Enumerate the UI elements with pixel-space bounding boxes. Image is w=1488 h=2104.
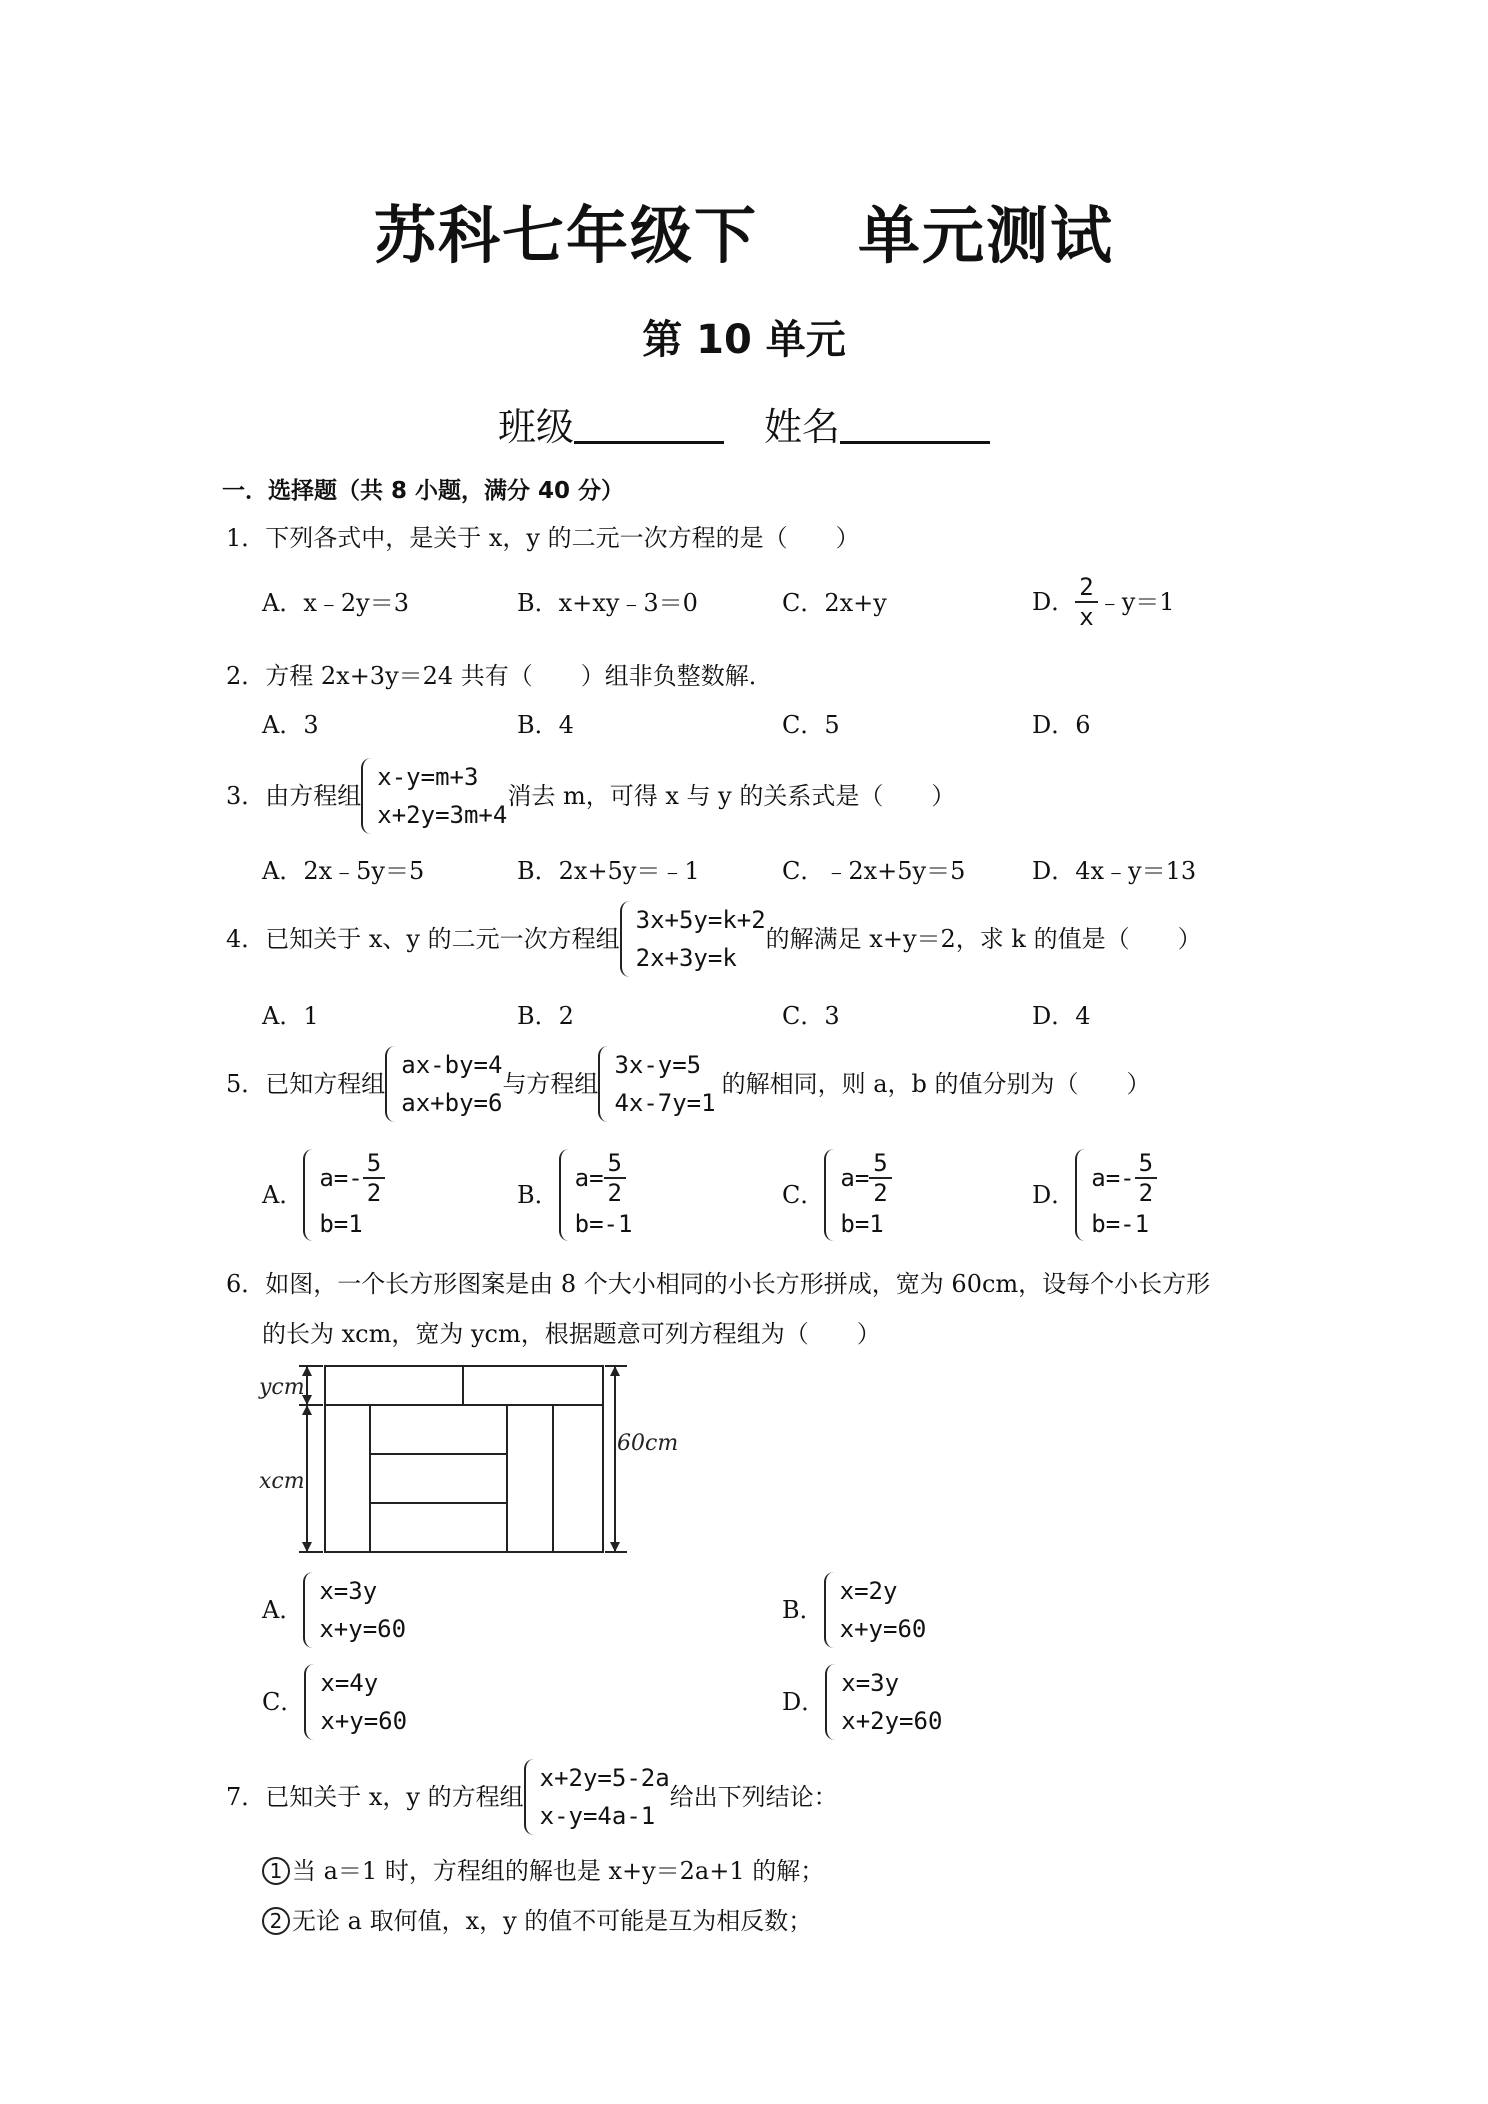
section-heading: 一．选择题（共 8 小题，满分 40 分） [222,478,625,504]
q7-conclusion-1: 1 当 a＝1 时，方程组的解也是 x+y＝2a+1 的解； [262,1855,824,1887]
name-blank[interactable] [840,408,990,444]
q1-option-b[interactable]: B．x+xy﹣3＝0 [517,589,698,617]
q3-system: x-y=m+3 x+2y=3m+4 [361,758,507,834]
q5-option-c[interactable]: C． a= $\frac{5}{2}$ b=1 [782,1140,892,1250]
fraction-5-over-2: $\frac{5}{2}$ [869,1149,891,1207]
q2-option-d[interactable]: D．6 [1032,711,1091,739]
question-4-stem: 4．已知关于 x、y 的二元一次方程组 3x+5y=k+2 2x+3y=k 的解满足 x+y＝2，求 k 的值是（ ） [226,900,1202,978]
question-5-stem: 5．已知方程组 ax-by=4 ax+by=6 与方程组 3x-y=5 4x-7y=1 的解相同，则 a，b 的值分别为（ ） [226,1044,1151,1124]
title-left: 苏科七年级下 [373,199,758,272]
question-1-stem: 1．下列各式中，是关于 x，y 的二元一次方程的是（ ） [226,524,860,552]
question-7-stem: 7．已知关于 x，y 的方程组 x+2y=5-2a x-y=4a-1 给出下列结论： [226,1756,838,1838]
fig-label-height: 60cm [617,1431,679,1456]
fig-label-x: xcm [259,1469,305,1494]
q5-system-2: 3x-y=5 4x-7y=1 [598,1046,715,1122]
q4-option-d[interactable]: D．4 [1032,1002,1091,1030]
fraction-2-over-x: $\frac{2}{x}$ [1075,573,1097,631]
q5-system-1: ax-by=4 ax+by=6 [385,1046,502,1122]
q4-option-b[interactable]: B．2 [517,1002,574,1030]
q2-option-b[interactable]: B．4 [517,711,574,739]
unit-subtitle: 第 10 单元 [642,317,846,363]
q4-system: 3x+5y=k+2 2x+3y=k [620,901,766,977]
student-info-line [0,396,1488,451]
q1-option-c[interactable]: C．2x+y [782,589,887,617]
page-title [0,186,1488,275]
q2-option-c[interactable]: C．5 [782,711,840,739]
q4-option-c[interactable]: C．3 [782,1002,840,1030]
title-right: 单元测试 [858,199,1115,272]
fig-label-y: ycm [259,1375,305,1400]
circled-number-1: 1 [262,1857,290,1885]
fraction-5-over-2: $\frac{5}{2}$ [1135,1149,1157,1207]
q6-option-b[interactable]: B． x=2y x+y=60 [782,1570,926,1650]
q3-option-d[interactable]: D．4x﹣y＝13 [1032,857,1197,885]
name-label: 姓名 [764,405,841,449]
q3-option-a[interactable]: A．2x﹣5y＝5 [262,857,425,885]
fraction-5-over-2: $\frac{5}{2}$ [604,1149,626,1207]
q1-option-d[interactable]: D． $\frac{2}{x}$ ﹣y＝1 [1032,573,1175,631]
q5-option-a[interactable]: A． a=- $\frac{5}{2}$ b=1 [262,1140,385,1250]
q3-option-b[interactable]: B．2x+5y＝﹣1 [517,857,700,885]
q5-option-d[interactable]: D． a=- $\frac{5}{2}$ b=-1 [1032,1140,1157,1250]
q7-conclusion-2: 2 无论 a 取何值，x，y 的值不可能是互为相反数； [262,1905,812,1937]
q6-rectangle-figure [255,1362,695,1562]
q6-option-c[interactable]: C． x=4y x+y=60 [262,1662,407,1742]
q5-option-b[interactable]: B． a= $\frac{5}{2}$ b=-1 [517,1140,632,1250]
q7-system: x+2y=5-2a x-y=4a-1 [524,1759,670,1835]
q4-option-a[interactable]: A．1 [262,1002,319,1030]
q3-option-c[interactable]: C．﹣2x+5y＝5 [782,857,966,885]
q6-option-a[interactable]: A． x=3y x+y=60 [262,1570,406,1650]
class-blank[interactable] [574,408,724,444]
q6-option-d[interactable]: D． x=3y x+2y=60 [782,1662,942,1742]
q2-option-a[interactable]: A．3 [262,711,319,739]
fraction-5-over-2: $\frac{5}{2}$ [363,1149,385,1207]
question-6-line-2: 的长为 xcm，宽为 ycm，根据题意可列方程组为（ ） [262,1320,881,1348]
circled-number-2: 2 [262,1907,290,1935]
q1-option-a[interactable]: A．x﹣2y＝3 [262,589,409,617]
question-6-line-1: 6．如图，一个长方形图案是由 8 个大小相同的小长方形拼成，宽为 60cm，设每个小长方形 [226,1270,1211,1298]
question-2-stem: 2．方程 2x+3y＝24 共有（ ）组非负整数解． [226,662,773,690]
question-3-stem: 3．由方程组 x-y=m+3 x+2y=3m+4 消去 m，可得 x 与 y 的关系式是（ ） [226,758,955,834]
class-label: 班级 [497,405,574,449]
